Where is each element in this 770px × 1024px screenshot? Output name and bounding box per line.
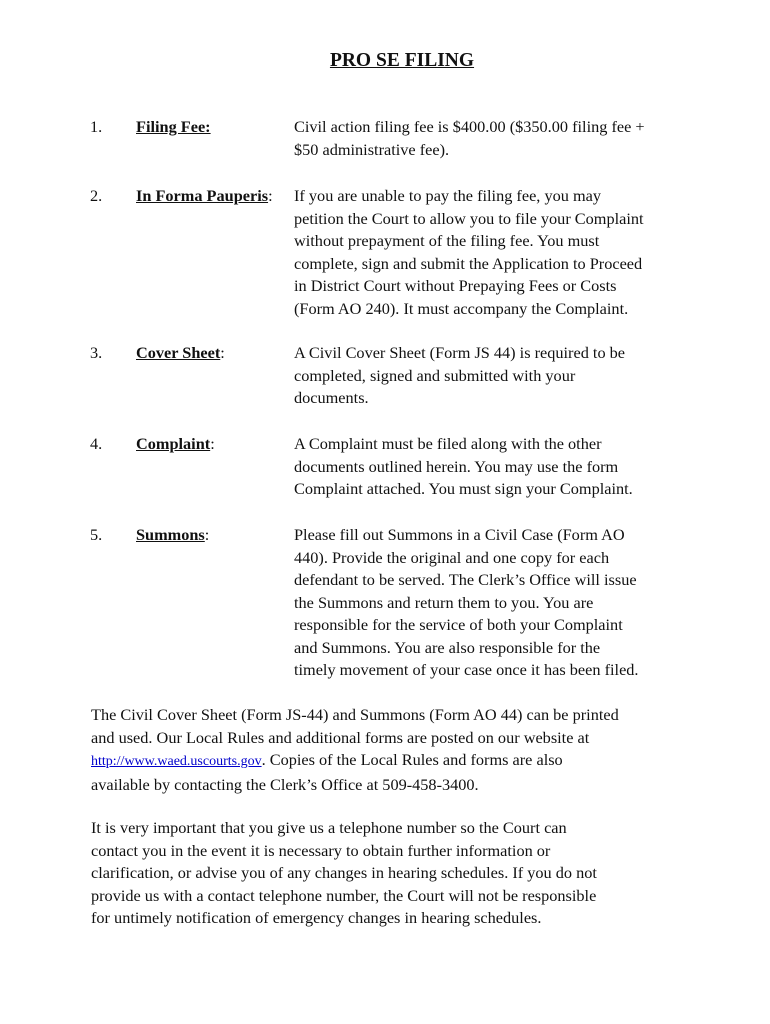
item-line: in District Court without Prepaying Fees or Costs <box>294 276 617 295</box>
paragraph-line: It is very important that you give us a telephone number so the Court can <box>91 818 567 837</box>
item-label <box>136 342 225 365</box>
item-line: A Civil Cover Sheet (Form JS 44) is required to be <box>294 343 626 362</box>
website-paragraph <box>91 704 731 796</box>
paragraph-line: The Civil Cover Sheet (Form JS-44) and Summons (Form AO 44) can be printed <box>91 705 619 724</box>
item-line: Complaint attached. You must sign your Complaint. <box>294 479 633 498</box>
item-label <box>136 116 211 139</box>
item-label <box>136 524 209 547</box>
item-line: Please fill out Summons in a Civil Case (Form AO <box>294 525 625 544</box>
item-label-text: In Forma Pauperis <box>136 186 269 205</box>
item-number: 4. <box>90 434 103 453</box>
paragraph-line: contact you in the event it is necessary to obtain further information or <box>91 840 551 860</box>
paragraph-line: available by contacting the Clerk’s Office at 509-458-3400. <box>91 774 479 794</box>
paragraph-line-rest: . Copies of the Local Rules and forms are also <box>261 750 563 769</box>
paragraph-line-with-link <box>91 749 731 774</box>
item-label-text: Summons <box>136 525 205 544</box>
item-line: without prepayment of the filing fee. You must <box>294 231 600 250</box>
item-number: 1. <box>90 117 103 136</box>
item-line: timely movement of your case once it has been filed. <box>294 660 639 679</box>
item-line: complete, sign and submit the Application to Proceed <box>294 253 643 273</box>
item-body <box>294 116 724 161</box>
item-label-text: Complaint <box>136 434 211 453</box>
paragraph-line: for untimely notification of emergency changes in hearing schedules. <box>91 908 542 927</box>
item-line: responsible for the service of both your Complaint <box>294 615 623 634</box>
item-line: (Form AO 240). It must accompany the Complaint. <box>294 298 629 318</box>
item-label-suffix: : <box>204 525 210 544</box>
item-body <box>294 524 724 682</box>
item-line: 440). Provide the original and one copy for each <box>294 547 610 567</box>
item-number: 2. <box>90 186 103 205</box>
website-link[interactable]: http://www.waed.uscourts.gov <box>91 754 262 769</box>
item-number: 3. <box>90 343 103 362</box>
item-label <box>136 185 273 208</box>
item-label-text: Cover Sheet <box>136 343 221 362</box>
item-body <box>294 185 724 320</box>
item-line: the Summons and return them to you. You are <box>294 592 594 612</box>
item-line: Civil action filing fee is $400.00 ($350.00 filing fee + <box>294 117 645 136</box>
item-label-suffix: : <box>210 434 215 453</box>
item-line: $50 administrative fee). <box>294 139 450 159</box>
telephone-paragraph <box>91 817 731 930</box>
paragraph-line: clarification, or advise you of any changes in hearing schedules. If you do not <box>91 863 597 882</box>
item-body <box>294 433 724 501</box>
item-line: and Summons. You are also responsible for the <box>294 637 601 657</box>
item-line: A Complaint must be filed along with the other <box>294 434 602 453</box>
paragraph-line: provide us with a contact telephone number, the Court will not be responsible <box>91 885 597 905</box>
paragraph-line: and used. Our Local Rules and additional forms are posted on our website at <box>91 727 590 747</box>
item-line: completed, signed and submitted with your <box>294 365 576 385</box>
item-line: petition the Court to allow you to file your Complaint <box>294 208 644 228</box>
item-line: documents outlined herein. You may use the form <box>294 456 619 476</box>
item-number: 5. <box>90 525 103 544</box>
page-title: PRO SE FILING <box>329 50 475 71</box>
item-line: If you are unable to pay the filing fee, you may <box>294 186 601 205</box>
item-label-suffix: : <box>268 186 273 205</box>
item-label <box>136 433 215 456</box>
item-line: defendant to be served. The Clerk’s Office will issue <box>294 570 637 589</box>
item-label-text: Filing Fee: <box>136 117 211 136</box>
item-line: documents. <box>294 388 369 407</box>
item-label-suffix: : <box>220 343 225 362</box>
item-body <box>294 342 724 410</box>
